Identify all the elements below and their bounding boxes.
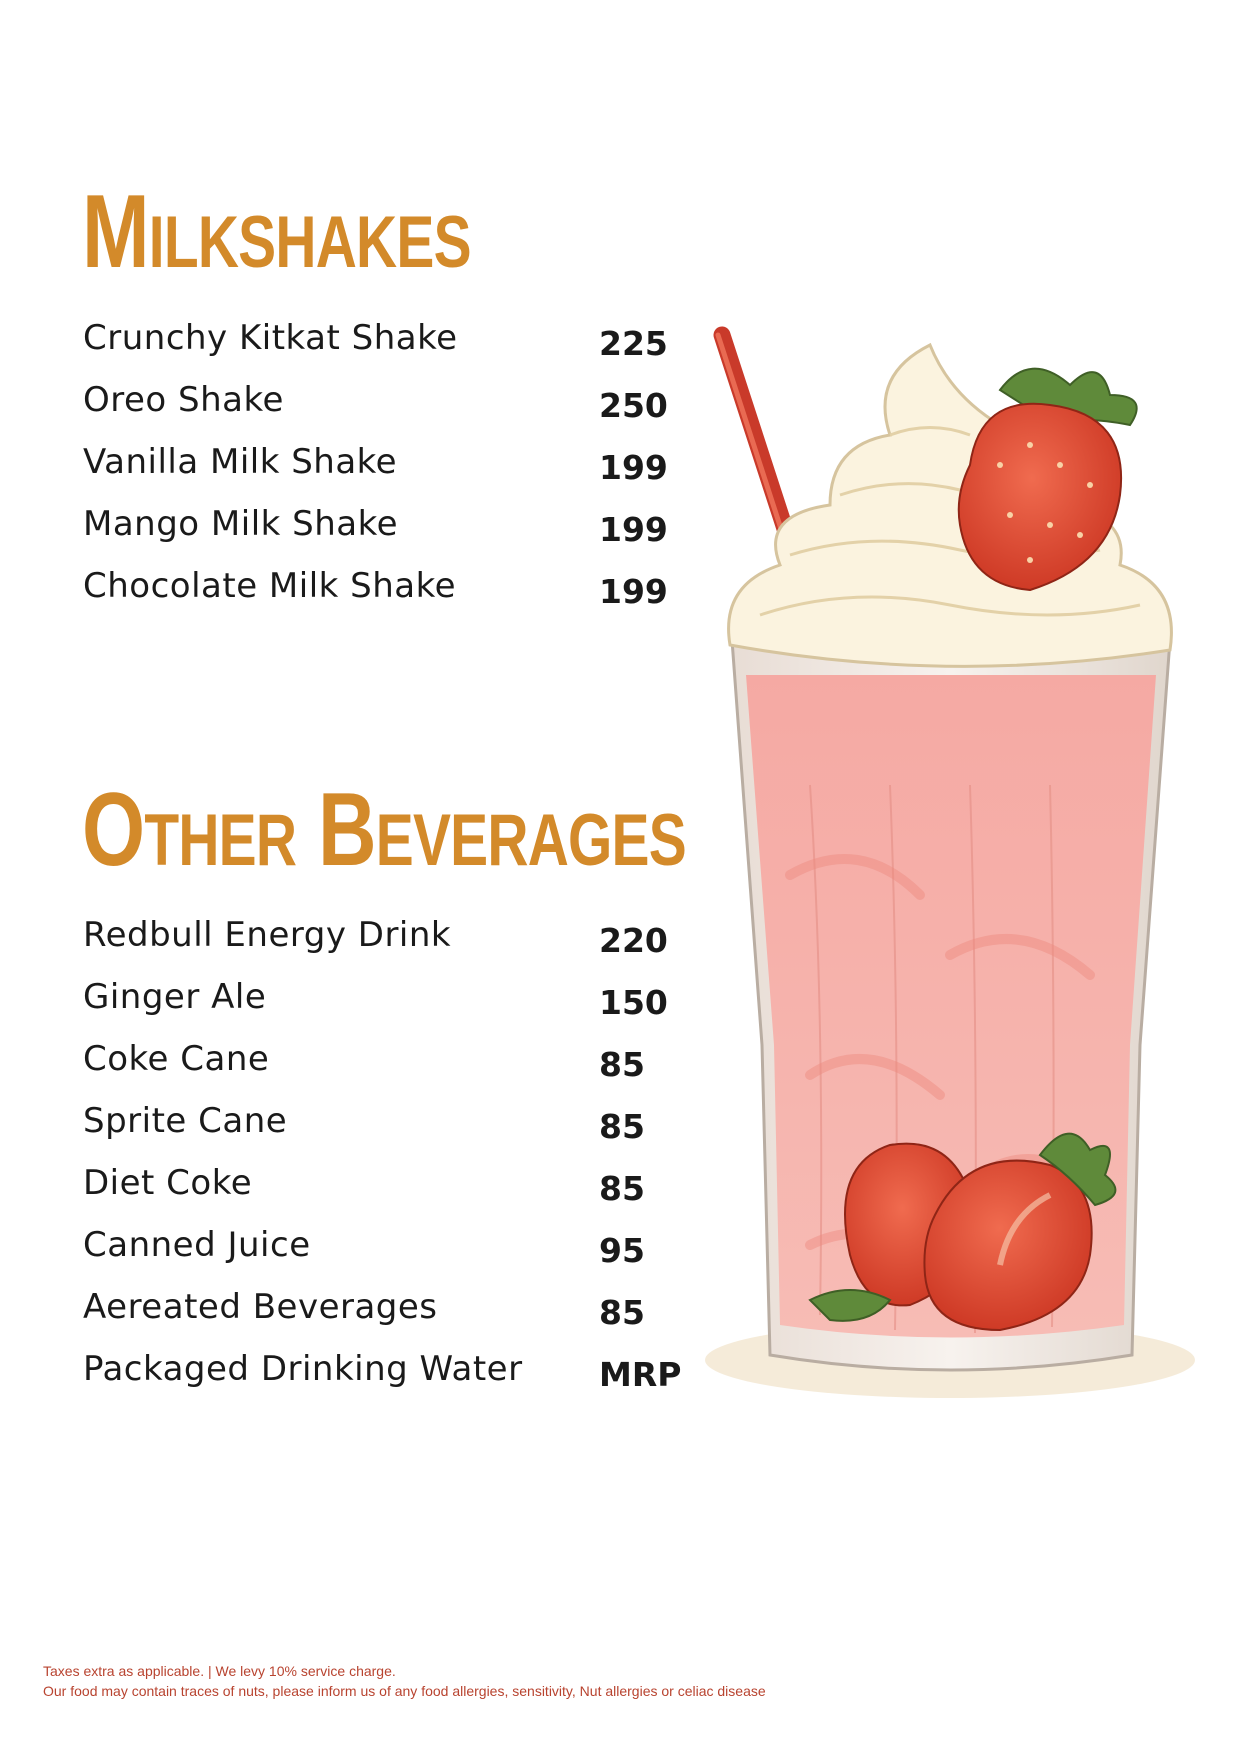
- other-beverages-heading: Other Beverages: [82, 772, 686, 888]
- item-name: Diet Coke: [83, 1163, 253, 1203]
- menu-item: [83, 1163, 703, 1225]
- strawberry-milkshake-illustration: [700, 315, 1230, 1435]
- item-name: Oreo Shake: [83, 380, 284, 420]
- menu-item: [83, 1039, 703, 1101]
- item-name: Ginger Ale: [83, 977, 267, 1017]
- menu-item: [83, 1287, 703, 1349]
- menu-item: [83, 442, 703, 504]
- item-name: Redbull Energy Drink: [83, 915, 452, 955]
- menu-item: [83, 504, 703, 566]
- item-price: 85: [599, 1169, 645, 1208]
- item-price: 199: [599, 510, 668, 549]
- menu-item: [83, 380, 703, 442]
- footer-disclaimer: [43, 1661, 766, 1701]
- item-name: Chocolate Milk Shake: [83, 566, 457, 606]
- item-name: Aereated Beverages: [83, 1287, 438, 1327]
- item-price: 85: [599, 1293, 645, 1332]
- item-name: Vanilla Milk Shake: [83, 442, 398, 482]
- item-name: Mango Milk Shake: [83, 504, 398, 544]
- menu-item: [83, 1349, 703, 1411]
- menu-item: [83, 915, 703, 977]
- item-price: 150: [599, 983, 668, 1022]
- milkshakes-heading: Milkshakes: [82, 174, 471, 290]
- item-price: 225: [599, 324, 668, 363]
- item-name: Coke Cane: [83, 1039, 270, 1079]
- item-name: Packaged Drinking Water: [83, 1349, 523, 1389]
- item-name: Crunchy Kitkat Shake: [83, 318, 458, 358]
- item-price: 85: [599, 1045, 645, 1084]
- menu-item: [83, 318, 703, 380]
- item-name: Canned Juice: [83, 1225, 311, 1265]
- item-price: 199: [599, 448, 668, 487]
- footer-line-allergy: Our food may contain traces of nuts, please inform us of any food allergies, sensitivity, Nut allergies or celiac disease: [43, 1683, 766, 1699]
- menu-item: [83, 977, 703, 1039]
- item-price: 220: [599, 921, 668, 960]
- item-price: 95: [599, 1231, 645, 1270]
- other-beverages-list: [83, 915, 703, 1411]
- item-price: 250: [599, 386, 668, 425]
- menu-item: [83, 1225, 703, 1287]
- item-name: Sprite Cane: [83, 1101, 288, 1141]
- footer-line-tax: Taxes extra as applicable. | We levy 10% service charge.: [43, 1663, 396, 1679]
- milkshakes-list: [83, 318, 703, 628]
- item-price: 199: [599, 572, 668, 611]
- item-price: 85: [599, 1107, 645, 1146]
- menu-item: [83, 1101, 703, 1163]
- menu-item: [83, 566, 703, 628]
- item-price: MRP: [599, 1355, 682, 1394]
